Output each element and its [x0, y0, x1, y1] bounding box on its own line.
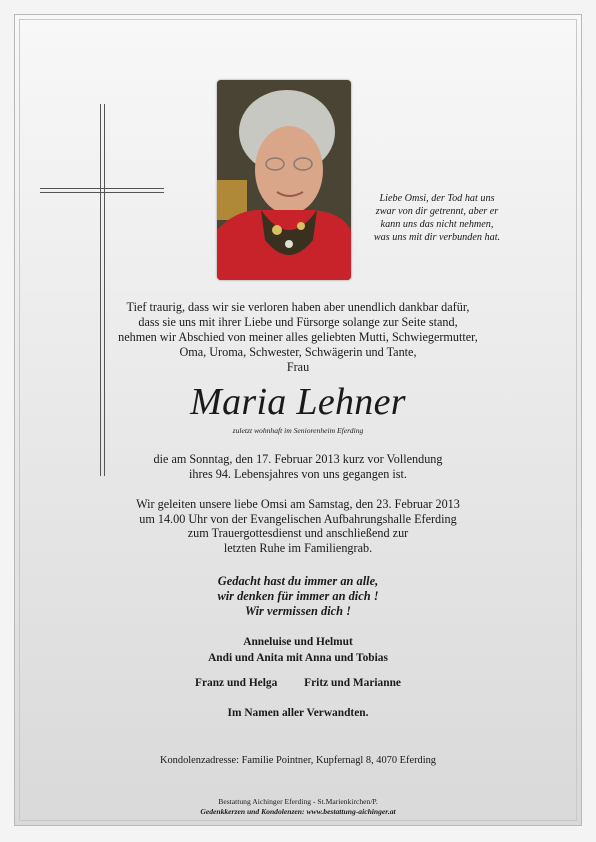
intro-line: Oma, Uroma, Schwester, Schwägerin und Tante,: [179, 345, 417, 359]
death-line: ihres 94. Lebensjahres von uns gegangen ist.: [189, 467, 407, 481]
quote-line: was uns mit dir verbunden hat.: [373, 232, 501, 243]
family-mourners: [0, 634, 596, 666]
family-mourners-row: [0, 677, 596, 689]
quote-line: kann uns das nicht nehmen,: [380, 219, 494, 230]
portrait-photo: [217, 80, 351, 280]
memorial-motto: [0, 574, 596, 619]
family-line: Anneluise und Helmut: [243, 636, 353, 648]
deceased-residence: zuletzt wohnhaft im Seniorenheim Eferding: [232, 426, 364, 435]
quote-line: Liebe Omsi, der Tod hat uns: [379, 193, 495, 204]
intro-line: nehmen wir Abschied von meiner alles geliebten Mutti, Schwiegermutter,: [118, 330, 478, 344]
intro-line: dass sie uns mit ihrer Liebe und Fürsorge solange zur Seite stand,: [138, 315, 458, 329]
undertaker-info: [0, 797, 596, 817]
death-line: die am Sonntag, den 17. Februar 2013 kurz vor Vollendung: [153, 452, 443, 466]
family-right: Fritz und Marianne: [304, 677, 401, 689]
funeral-details: [0, 497, 596, 555]
funeral-line: um 14.00 Uhr von der Evangelischen Aufbahrungshalle Eferding: [139, 511, 457, 526]
family-left: Franz und Helga: [195, 677, 278, 689]
condolence-address: Kondolenzadresse: Familie Pointner, Kupfernagl 8, 4070 Eferding: [159, 755, 437, 766]
relatives-line: Im Namen aller Verwandten.: [227, 707, 369, 719]
motto-line: Wir vermissen dich !: [245, 604, 351, 618]
memorial-quote: [362, 192, 512, 244]
funeral-line: zum Trauergottesdienst und anschließend zur: [187, 526, 409, 540]
motto-line: Gedacht hast du immer an alle,: [217, 574, 379, 588]
death-notice: [0, 452, 596, 482]
intro-text: [0, 300, 596, 375]
funeral-line: Wir geleiten unsere liebe Omsi am Samstag, den 23. Februar 2013: [136, 497, 460, 511]
motto-line: wir denken für immer an dich !: [217, 589, 379, 603]
intro-line: Frau: [286, 360, 310, 374]
deceased-name: Maria Lehner: [190, 381, 406, 423]
funeral-line: letzten Ruhe im Familiengrab.: [223, 540, 373, 555]
quote-line: zwar von dir getrennt, aber er: [375, 206, 499, 217]
family-line: Andi und Anita mit Anna und Tobias: [208, 652, 388, 664]
intro-line: Tief traurig, dass wir sie verloren haben aber unendlich dankbar dafür,: [126, 300, 470, 314]
undertaker-website: Gedenkkerzen und Kondolenzen: www.bestattung-aichinger.at: [200, 807, 396, 816]
undertaker-name: Bestattung Aichinger Eferding - St.Marienkirchen/P.: [218, 797, 378, 806]
